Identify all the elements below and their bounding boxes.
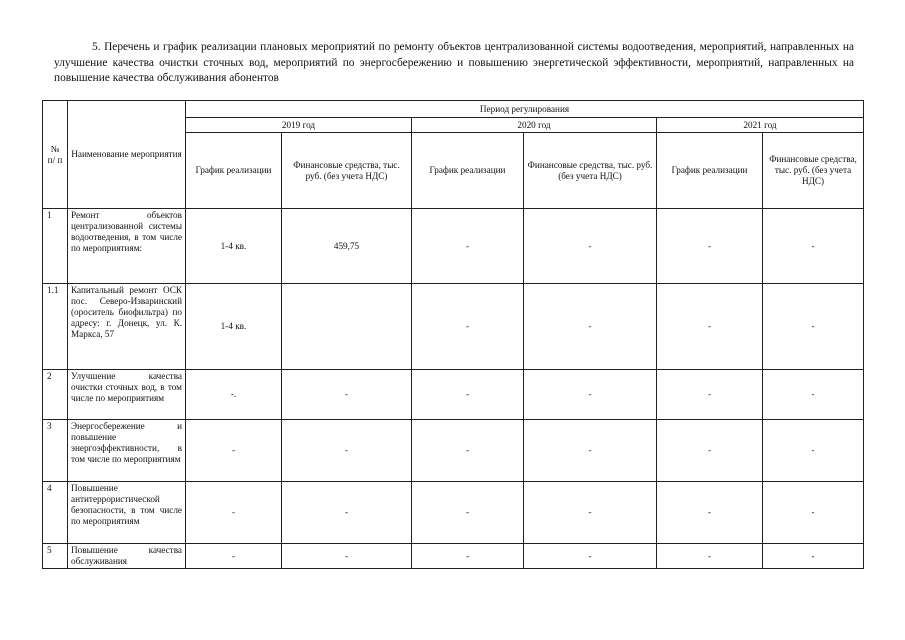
header-period: Период регулирования [186,101,864,118]
row-name: Энергосбережение и повышение энергоэффективности, в том числе по мероприятиям [68,420,186,482]
header-schedule-2019: График реализации [186,133,282,209]
row-name: Улучшение качества очистки сточных вод, в том числе по мероприятиям [68,370,186,420]
table-row [43,420,864,482]
row-finance-2020: - [524,420,657,482]
row-name: Повышение качества обслуживания [68,544,186,569]
document-heading [54,40,854,87]
row-finance-2020: - [524,209,657,284]
row-finance-2020: - [524,370,657,420]
row-finance-2020: - [524,544,657,569]
row-schedule-2019: 1-4 кв. [186,209,282,284]
row-name: Капитальный ремонт ОСК пос. Северо-Изваринский (ороситель биофильтра) по адресу: г. Донецк, ул. К. Маркса, 57 [68,284,186,370]
table-row [43,544,864,569]
row-schedule-2019: 1-4 кв. [186,284,282,370]
row-name: Ремонт объектов централизованной системы водоотведения, в том числе по мероприятиям: [68,209,186,284]
row-finance-2019: - [282,420,412,482]
row-num: 1 [43,209,68,284]
row-num: 5 [43,544,68,569]
row-num: 3 [43,420,68,482]
row-schedule-2020: - [412,420,524,482]
header-year-2021: 2021 год [657,118,864,133]
row-finance-2021: - [763,544,864,569]
table-row [43,370,864,420]
plan-table [42,100,864,569]
row-num: 2 [43,370,68,420]
table-row [43,482,864,544]
row-finance-2021: - [763,420,864,482]
row-schedule-2021: - [657,209,763,284]
row-schedule-2019: - [186,420,282,482]
header-year-2019: 2019 год [186,118,412,133]
row-num: 1.1 [43,284,68,370]
table-row [43,209,864,284]
row-schedule-2020: - [412,544,524,569]
row-schedule-2019: - [186,544,282,569]
heading-text: 5. Перечень и график реализации плановых мероприятий по ремонту объектов централизованной системы водоотведения, мероприятий, направленных на улучшение качества очистки сточных вод, мероприятий по энергосбережению и повышению энергетической эффективности, мероприятий, направленных на повышение качества обслуживания абонентов [54,41,854,84]
row-schedule-2019: - [186,482,282,544]
row-finance-2019: - [282,370,412,420]
header-finance-2020: Финансовые средства, тыс. руб. (без учета НДС) [524,133,657,209]
header-num: № п/ п [43,101,68,209]
header-schedule-2021: График реализации [657,133,763,209]
row-num: 4 [43,482,68,544]
row-finance-2021: - [763,370,864,420]
header-year-2020: 2020 год [412,118,657,133]
row-schedule-2021: - [657,544,763,569]
row-finance-2020: - [524,284,657,370]
row-name: Повышение антитеррористической безопасности, в том числе по мероприятиям [68,482,186,544]
row-schedule-2021: - [657,370,763,420]
row-schedule-2021: - [657,284,763,370]
row-finance-2019: 459,75 [282,209,412,284]
row-finance-2019 [282,284,412,370]
row-finance-2021: - [763,209,864,284]
row-schedule-2020: - [412,209,524,284]
row-finance-2021: - [763,284,864,370]
header-schedule-2020: График реализации [412,133,524,209]
row-finance-2019: - [282,544,412,569]
table-row [43,284,864,370]
row-schedule-2020: - [412,370,524,420]
row-finance-2019: - [282,482,412,544]
header-finance-2019: Финансовые средства, тыс. руб. (без учета НДС) [282,133,412,209]
row-schedule-2021: - [657,482,763,544]
row-finance-2021: - [763,482,864,544]
row-schedule-2019: -. [186,370,282,420]
row-schedule-2021: - [657,420,763,482]
header-finance-2021: Финансовые средства, тыс. руб. (без учета НДС) [763,133,864,209]
row-schedule-2020: - [412,284,524,370]
header-name: Наименование мероприятия [68,101,186,209]
row-schedule-2020: - [412,482,524,544]
row-finance-2020: - [524,482,657,544]
